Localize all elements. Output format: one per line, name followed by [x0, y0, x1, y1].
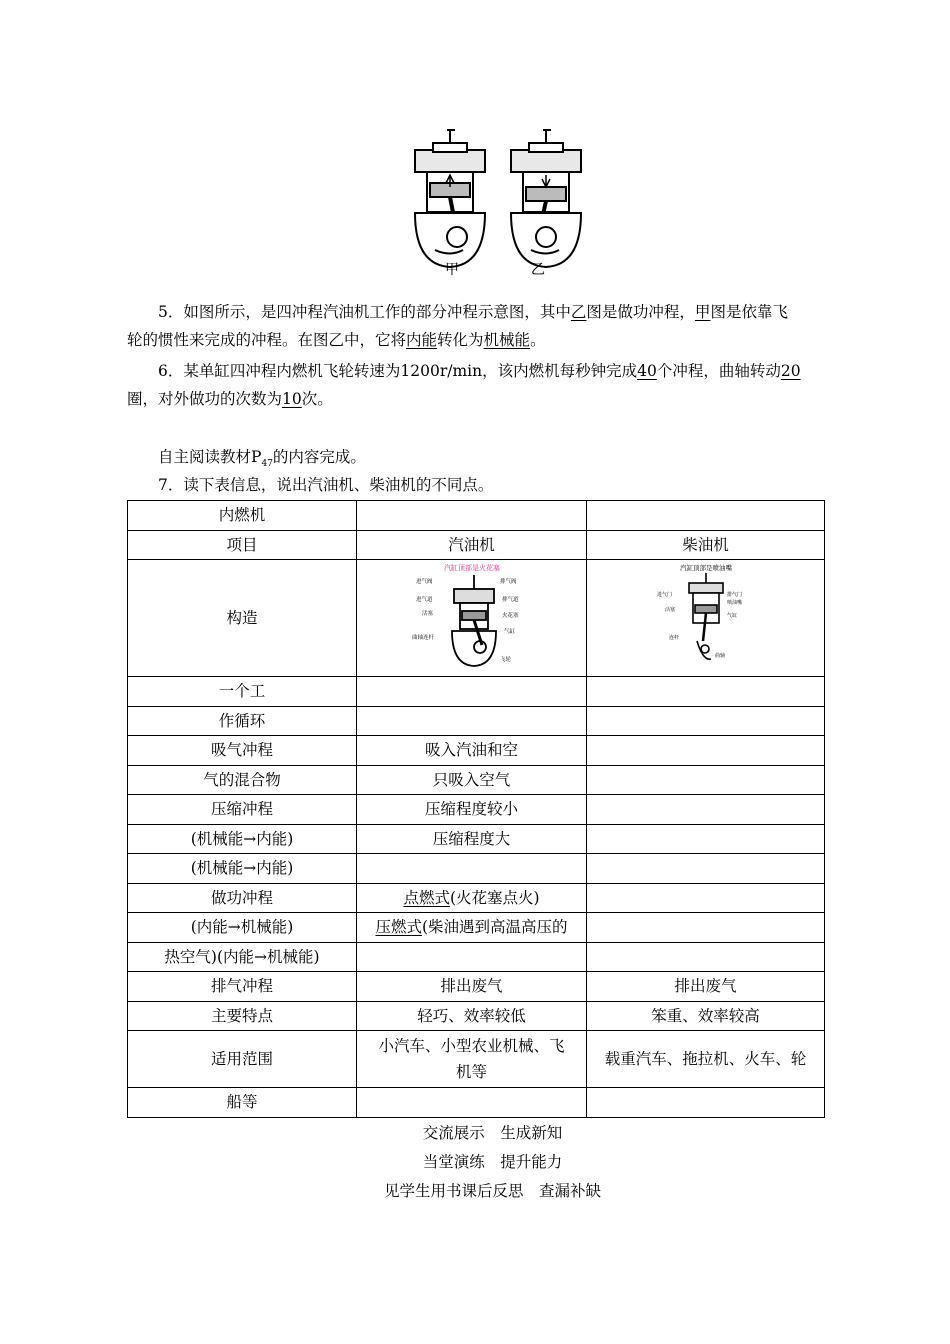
answer-blank: 点燃式: [403, 888, 450, 907]
table-cell: 气的混合物: [128, 765, 357, 795]
page-subscript: 47: [261, 459, 273, 470]
engine-stroke-figure: [405, 125, 585, 278]
table-row: [128, 677, 825, 707]
table-cell: [587, 736, 825, 766]
table-cell: [357, 942, 587, 972]
question-number: 7．: [158, 476, 184, 494]
table-cell: 主要特点: [128, 1001, 357, 1031]
table-cell: 排气冲程: [128, 972, 357, 1002]
diagram-label: 曲轴: [714, 653, 725, 659]
table-cell: [357, 677, 587, 707]
diagram-label: 排气道: [501, 597, 519, 603]
table-cell: 热空气)(内能→机械能): [128, 942, 357, 972]
text: 某单缸四冲程内燃机飞轮转速为1200r/min，该内燃机每秒钟完成: [183, 362, 638, 380]
table-cell: 吸气冲程: [128, 736, 357, 766]
table-row: [128, 501, 825, 531]
question-number: 6．: [158, 362, 184, 380]
diagram-label: 进气道: [415, 597, 433, 603]
table-cell: [357, 706, 587, 736]
diagram-label: 排气门: [726, 592, 742, 598]
text: 小汽车、小型农业机械、飞: [378, 1037, 565, 1055]
table-cell: 做功冲程: [128, 883, 357, 913]
text: 如图所示，是四冲程汽油机工作的部分冲程示意图，其中: [183, 303, 571, 321]
figure-label-jia: 甲: [445, 262, 459, 278]
text: 次。: [301, 390, 333, 408]
text: 转化为: [437, 331, 484, 349]
table-cell: [587, 854, 825, 884]
diagram-label: 排气阀: [499, 579, 517, 585]
footer-line-1: 交流展示 生成新知: [422, 1124, 563, 1142]
table-cell: [357, 883, 587, 913]
table-cell: 只吸入空气: [357, 765, 587, 795]
table-row: [128, 795, 825, 825]
table-cell: 压缩冲程: [128, 795, 357, 825]
table-cell: [587, 501, 825, 531]
footer-line-2: 当堂演练 提升能力: [422, 1153, 563, 1171]
table-row: [128, 736, 825, 766]
table-row: [128, 530, 825, 560]
question-6: [127, 357, 839, 385]
table-cell: [357, 501, 587, 531]
table-row: [128, 942, 825, 972]
table-cell: (机械能→内能): [128, 854, 357, 884]
diagram-title: 汽缸顶部是火花塞: [443, 564, 500, 572]
question-5-line2: [127, 326, 839, 354]
table-cell: [357, 1088, 587, 1118]
table-cell: [587, 883, 825, 913]
table-cell: 压缩程度大: [357, 824, 587, 854]
text: (柴油遇到高温高压的: [421, 918, 568, 937]
table-cell: 构造: [128, 560, 357, 677]
table-cell: [587, 795, 825, 825]
answer-blank: 40: [637, 362, 657, 380]
engine-diagrams: [405, 125, 585, 275]
diagram-label: 连杆: [668, 635, 679, 641]
table-cell: [357, 913, 587, 943]
table-cell: 轻巧、效率较低: [357, 1001, 587, 1031]
diagram-title: 汽缸顶部是喷油嘴: [679, 564, 732, 572]
diagram-label: 飞轮: [499, 657, 511, 663]
table-cell: (内能→机械能): [128, 913, 357, 943]
answer-blank: 甲: [694, 303, 711, 321]
diagram-label: 活塞: [421, 611, 433, 617]
gasoline-engine-diagram-cell: [357, 560, 587, 677]
figure-label-yi: 乙: [531, 262, 545, 278]
engine-comparison-table: [127, 500, 825, 1118]
table-row: [128, 824, 825, 854]
table-cell: [587, 942, 825, 972]
question-6-line2: [127, 385, 839, 413]
table-cell: 笨重、效率较高: [587, 1001, 825, 1031]
table-row: [128, 972, 825, 1002]
question-7: [127, 471, 839, 499]
answer-blank: 乙: [570, 303, 587, 321]
diagram-label: 曲轴连杆: [411, 635, 434, 641]
table-row: [128, 854, 825, 884]
diagram-label: 进气门: [656, 592, 672, 598]
text: 自主阅读教材P: [158, 448, 262, 466]
table-row: [128, 883, 825, 913]
text: 图是依靠飞: [710, 303, 788, 321]
table-cell: [587, 1088, 825, 1118]
text: (火花塞点火): [449, 888, 540, 907]
table-row-structure: [128, 560, 825, 677]
question-number: 5．: [158, 303, 184, 321]
table-cell: [587, 706, 825, 736]
table-cell: [587, 765, 825, 795]
diagram-label: 进气阀: [415, 579, 433, 585]
diesel-engine-diagram-cell: [587, 560, 825, 677]
gasoline-engine-diagram: [412, 561, 532, 669]
table-row: [128, 706, 825, 736]
answer-blank: 机械能: [483, 331, 531, 349]
table-cell: 柴油机: [587, 530, 825, 560]
text: 读下表信息，说出汽油机、柴油机的不同点。: [183, 476, 494, 494]
diagram-label: 气缸: [503, 629, 515, 635]
table-cell: 内燃机: [128, 501, 357, 531]
table-row: [128, 1088, 825, 1118]
question-5: [127, 298, 839, 326]
table-row-scope: [128, 1031, 825, 1088]
diagram-label: 喷油嘴: [726, 600, 742, 606]
text: 圈，对外做功的次数为: [127, 390, 283, 408]
table-cell: [587, 677, 825, 707]
table-cell: (机械能→内能): [128, 824, 357, 854]
text: 的内容完成。: [272, 448, 366, 466]
answer-blank: 10: [282, 390, 302, 408]
table-row: [128, 765, 825, 795]
table-cell: 排出废气: [587, 972, 825, 1002]
text: 图是做功冲程，: [586, 303, 695, 321]
table-cell: [357, 854, 587, 884]
answer-blank: 压燃式: [375, 918, 422, 937]
text: 。: [530, 331, 546, 349]
table-cell: 作循环: [128, 706, 357, 736]
table-cell: 吸入汽油和空: [357, 736, 587, 766]
table-cell: 一个工: [128, 677, 357, 707]
text: 机等: [455, 1063, 487, 1081]
engine-diagram-jia: [415, 130, 485, 267]
table-cell: 汽油机: [357, 530, 587, 560]
diagram-label: 气缸: [726, 613, 737, 619]
table-cell: [587, 824, 825, 854]
table-cell: [587, 913, 825, 943]
diagram-label: 活塞: [664, 607, 675, 613]
diesel-engine-diagram: [651, 561, 761, 669]
table-cell: [357, 1031, 587, 1088]
text: 个冲程，曲轴转动: [656, 362, 781, 380]
table-cell: 载重汽车、拖拉机、火车、轮: [587, 1031, 825, 1088]
table-cell: 船等: [128, 1088, 357, 1118]
table-row: [128, 913, 825, 943]
footer-line-3: 见学生用书课后反思 查漏补缺: [383, 1182, 601, 1200]
answer-blank: 内能: [406, 331, 438, 349]
table-cell: 排出废气: [357, 972, 587, 1002]
answer-blank: 20: [780, 362, 801, 380]
text: 轮的惯性来完成的冲程。在图乙中，它将: [127, 331, 407, 349]
table-cell: 适用范围: [128, 1031, 357, 1088]
table-row: [128, 1001, 825, 1031]
engine-diagram-yi: [511, 130, 581, 267]
table-cell: 压缩程度较小: [357, 795, 587, 825]
table-cell: 项目: [128, 530, 357, 560]
diagram-label: 火花塞: [501, 613, 519, 619]
